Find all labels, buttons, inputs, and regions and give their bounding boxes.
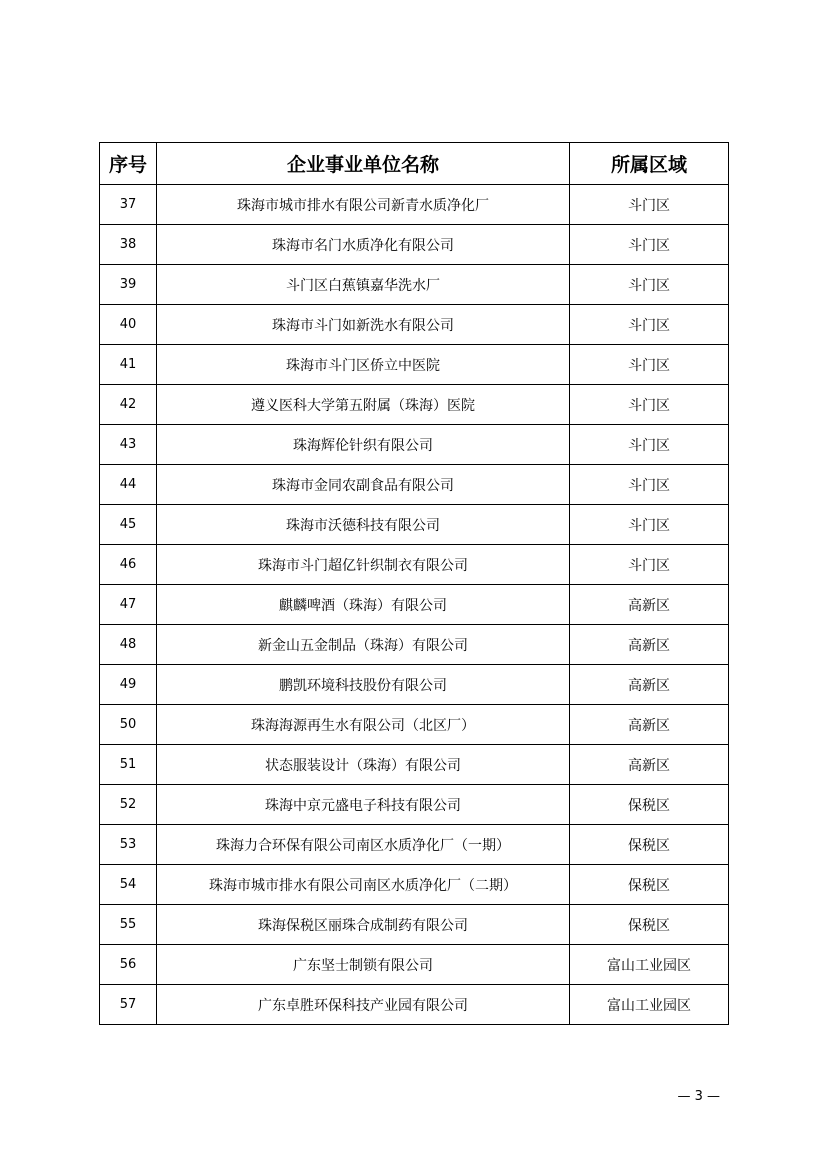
row-index: 52 <box>100 785 157 825</box>
row-region: 高新区 <box>570 705 729 745</box>
row-index: 39 <box>100 265 157 305</box>
row-region: 高新区 <box>570 585 729 625</box>
row-region: 高新区 <box>570 745 729 785</box>
row-region: 高新区 <box>570 625 729 665</box>
table-row <box>100 425 729 465</box>
table-row <box>100 265 729 305</box>
table-row <box>100 585 729 625</box>
row-enterprise-name: 斗门区白蕉镇嘉华洗水厂 <box>157 265 570 305</box>
row-index: 44 <box>100 465 157 505</box>
row-index: 42 <box>100 385 157 425</box>
header-region: 所属区域 <box>570 143 729 185</box>
row-index: 49 <box>100 665 157 705</box>
row-enterprise-name: 状态服装设计（珠海）有限公司 <box>157 745 570 785</box>
row-region: 斗门区 <box>570 345 729 385</box>
row-index: 37 <box>100 185 157 225</box>
row-index: 55 <box>100 905 157 945</box>
row-index: 38 <box>100 225 157 265</box>
header-name: 企业事业单位名称 <box>157 143 570 185</box>
row-index: 56 <box>100 945 157 985</box>
row-enterprise-name: 珠海市沃德科技有限公司 <box>157 505 570 545</box>
row-enterprise-name: 珠海市城市排水有限公司南区水质净化厂（二期） <box>157 865 570 905</box>
table-row <box>100 185 729 225</box>
row-index: 46 <box>100 545 157 585</box>
header-index: 序号 <box>100 143 157 185</box>
row-region: 斗门区 <box>570 225 729 265</box>
row-region: 斗门区 <box>570 465 729 505</box>
table-row <box>100 345 729 385</box>
row-region: 斗门区 <box>570 265 729 305</box>
row-enterprise-name: 珠海力合环保有限公司南区水质净化厂（一期） <box>157 825 570 865</box>
row-region: 斗门区 <box>570 545 729 585</box>
table-row <box>100 945 729 985</box>
row-enterprise-name: 珠海辉伦针织有限公司 <box>157 425 570 465</box>
table-row <box>100 825 729 865</box>
row-enterprise-name: 珠海市斗门区侨立中医院 <box>157 345 570 385</box>
row-enterprise-name: 珠海市名门水质净化有限公司 <box>157 225 570 265</box>
table-header <box>100 143 729 185</box>
row-index: 50 <box>100 705 157 745</box>
table-row <box>100 785 729 825</box>
row-index: 43 <box>100 425 157 465</box>
row-index: 41 <box>100 345 157 385</box>
row-enterprise-name: 鹏凯环境科技股份有限公司 <box>157 665 570 705</box>
table-row <box>100 385 729 425</box>
table-row <box>100 305 729 345</box>
row-enterprise-name: 珠海市斗门如新洗水有限公司 <box>157 305 570 345</box>
row-enterprise-name: 广东坚士制锁有限公司 <box>157 945 570 985</box>
row-region: 斗门区 <box>570 185 729 225</box>
row-enterprise-name: 遵义医科大学第五附属（珠海）医院 <box>157 385 570 425</box>
row-region: 斗门区 <box>570 385 729 425</box>
table-row <box>100 625 729 665</box>
row-index: 54 <box>100 865 157 905</box>
row-region: 高新区 <box>570 665 729 705</box>
row-enterprise-name: 珠海市斗门超亿针织制衣有限公司 <box>157 545 570 585</box>
enterprise-table <box>99 142 729 1025</box>
table-row <box>100 225 729 265</box>
table-row <box>100 745 729 785</box>
table-row <box>100 505 729 545</box>
table-row <box>100 665 729 705</box>
header-row <box>100 143 729 185</box>
row-region: 斗门区 <box>570 505 729 545</box>
row-index: 51 <box>100 745 157 785</box>
table-row <box>100 865 729 905</box>
row-enterprise-name: 麒麟啤酒（珠海）有限公司 <box>157 585 570 625</box>
row-index: 57 <box>100 985 157 1025</box>
row-enterprise-name: 新金山五金制品（珠海）有限公司 <box>157 625 570 665</box>
row-index: 47 <box>100 585 157 625</box>
row-region: 斗门区 <box>570 305 729 345</box>
row-index: 48 <box>100 625 157 665</box>
row-enterprise-name: 珠海保税区丽珠合成制药有限公司 <box>157 905 570 945</box>
row-index: 53 <box>100 825 157 865</box>
row-region: 保税区 <box>570 825 729 865</box>
row-region: 保税区 <box>570 865 729 905</box>
row-region: 富山工业园区 <box>570 945 729 985</box>
row-enterprise-name: 珠海中京元盛电子科技有限公司 <box>157 785 570 825</box>
table-row <box>100 705 729 745</box>
page-number: — 3 — <box>677 1089 720 1104</box>
table-row <box>100 545 729 585</box>
row-index: 45 <box>100 505 157 545</box>
enterprise-table-container <box>99 142 728 1025</box>
row-index: 40 <box>100 305 157 345</box>
table-row <box>100 465 729 505</box>
table-body <box>100 185 729 1025</box>
table-row <box>100 985 729 1025</box>
row-enterprise-name: 珠海市金同农副食品有限公司 <box>157 465 570 505</box>
row-enterprise-name: 广东卓胜环保科技产业园有限公司 <box>157 985 570 1025</box>
row-region: 富山工业园区 <box>570 985 729 1025</box>
table-row <box>100 905 729 945</box>
row-region: 保税区 <box>570 785 729 825</box>
row-region: 斗门区 <box>570 425 729 465</box>
row-region: 保税区 <box>570 905 729 945</box>
row-enterprise-name: 珠海市城市排水有限公司新青水质净化厂 <box>157 185 570 225</box>
row-enterprise-name: 珠海海源再生水有限公司（北区厂） <box>157 705 570 745</box>
